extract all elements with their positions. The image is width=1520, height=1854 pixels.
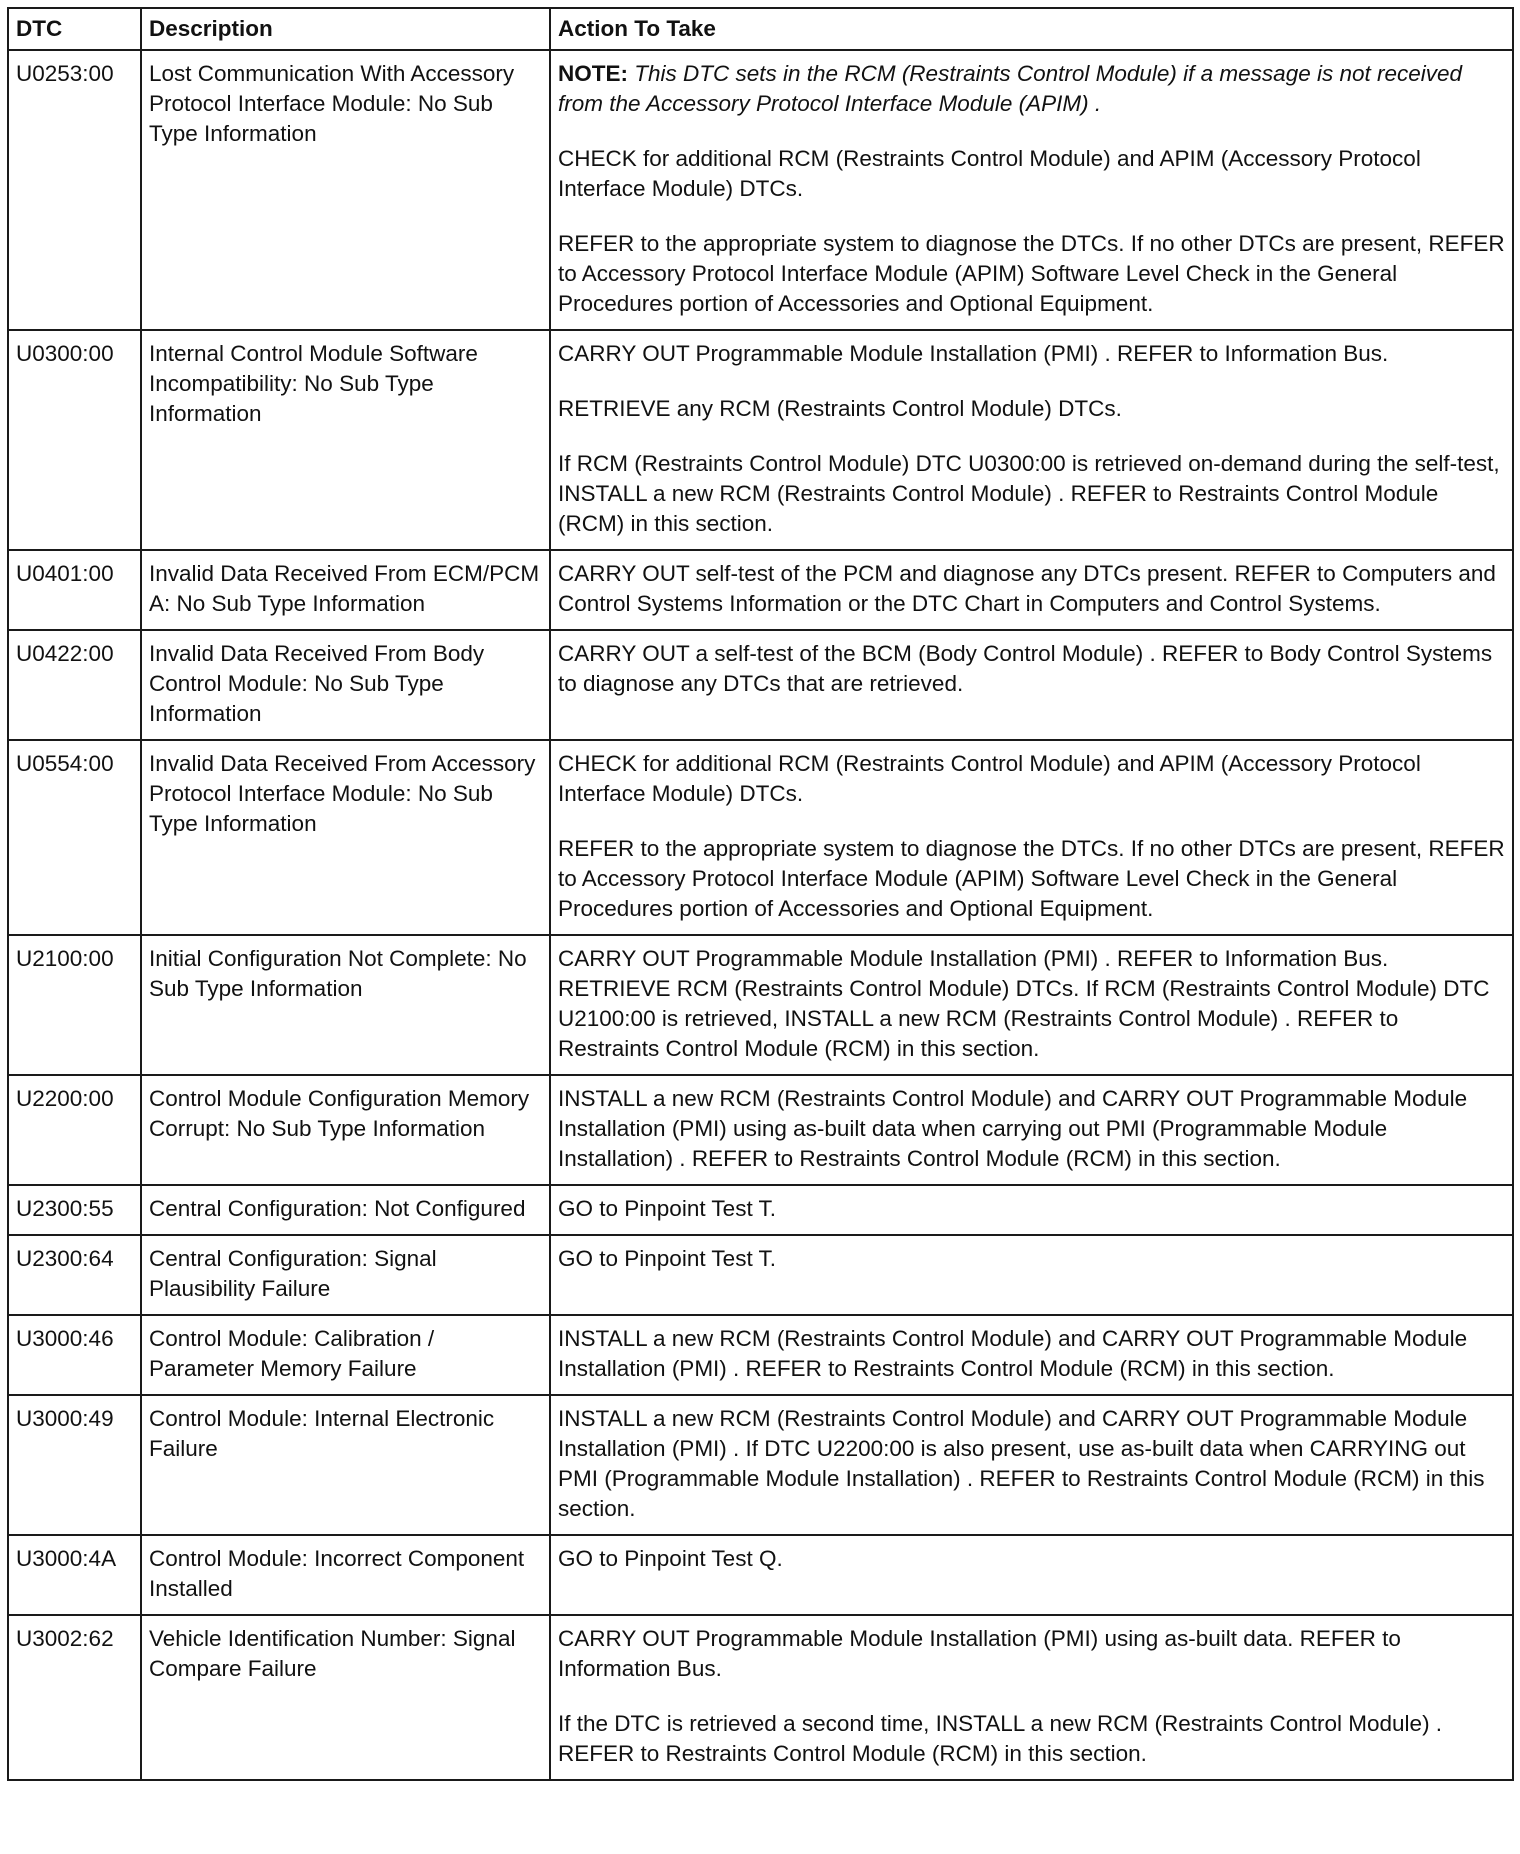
action-paragraph: GO to Pinpoint Test T. (558, 1196, 777, 1221)
action-paragraph: CARRY OUT a self-test of the BCM (Body Control Module) . REFER to Body Control Systems to diagnose any DTCs that are retrieved. (558, 641, 1493, 696)
action-to-take (550, 1535, 1513, 1615)
table-row (8, 1185, 1513, 1235)
dtc-description: Initial Configuration Not Complete: No Sub Type Information (141, 935, 550, 1075)
action-to-take (550, 740, 1513, 935)
table-header-row (8, 8, 1513, 50)
dtc-table (7, 7, 1514, 1781)
table-row (8, 935, 1513, 1075)
dtc-description: Central Configuration: Not Configured (141, 1185, 550, 1235)
action-to-take (550, 1075, 1513, 1185)
table-row (8, 1235, 1513, 1315)
header-action: Action To Take (550, 8, 1513, 50)
table-row (8, 50, 1513, 330)
dtc-code: U2300:64 (8, 1235, 141, 1315)
dtc-code: U3002:62 (8, 1615, 141, 1780)
table-row (8, 1615, 1513, 1780)
action-paragraph: INSTALL a new RCM (Restraints Control Module) and CARRY OUT Programmable Module Installation (PMI) . REFER to Restraints Control Module (RCM) in this section. (558, 1326, 1468, 1381)
dtc-code: U3000:49 (8, 1395, 141, 1535)
action-paragraph: REFER to the appropriate system to diagnose the DTCs. If no other DTCs are present, REFER to Accessory Protocol Interface Module (APIM) Software Level Check in the General Procedures portion of Accessories and Optional Equipment. (558, 231, 1505, 316)
dtc-code: U2200:00 (8, 1075, 141, 1185)
dtc-description: Central Configuration: Signal Plausibility Failure (141, 1235, 550, 1315)
dtc-description: Control Module: Incorrect Component Installed (141, 1535, 550, 1615)
action-to-take (550, 330, 1513, 550)
header-description: Description (141, 8, 550, 50)
dtc-description: Invalid Data Received From Accessory Protocol Interface Module: No Sub Type Information (141, 740, 550, 935)
action-paragraph: CARRY OUT Programmable Module Installation (PMI) . REFER to Information Bus. RETRIEVE RCM (Restraints Control Module) DTCs. If RCM (Restraints Control Module) DTC U2100:00 is retrieved, INSTALL a new RCM (Restraints Control Module) . REFER to Restraints Control Module (RCM) in this section. (558, 946, 1490, 1061)
action-paragraph: GO to Pinpoint Test T. (558, 1246, 777, 1271)
table-row (8, 1075, 1513, 1185)
table-body (8, 50, 1513, 1780)
table-row (8, 1315, 1513, 1395)
table-row (8, 1395, 1513, 1535)
action-to-take (550, 1185, 1513, 1235)
dtc-code: U0401:00 (8, 550, 141, 630)
dtc-description: Vehicle Identification Number: Signal Compare Failure (141, 1615, 550, 1780)
action-to-take (550, 50, 1513, 330)
table-row (8, 550, 1513, 630)
action-paragraph: RETRIEVE any RCM (Restraints Control Module) DTCs. (558, 396, 1122, 421)
dtc-description: Invalid Data Received From Body Control Module: No Sub Type Information (141, 630, 550, 740)
dtc-code: U0422:00 (8, 630, 141, 740)
table-row (8, 1535, 1513, 1615)
dtc-description: Control Module: Calibration / Parameter Memory Failure (141, 1315, 550, 1395)
action-paragraph: If RCM (Restraints Control Module) DTC U0300:00 is retrieved on-demand during the self-test, INSTALL a new RCM (Restraints Control Module) . REFER to Restraints Control Module (RCM) in this section. (558, 451, 1500, 536)
dtc-code: U3000:46 (8, 1315, 141, 1395)
table-row (8, 330, 1513, 550)
note-paragraph (558, 59, 1505, 119)
action-paragraph: CARRY OUT Programmable Module Installation (PMI) using as-built data. REFER to Information Bus. (558, 1626, 1401, 1681)
dtc-code: U0300:00 (8, 330, 141, 550)
action-to-take (550, 1235, 1513, 1315)
action-to-take (550, 630, 1513, 740)
dtc-code: U2300:55 (8, 1185, 141, 1235)
action-paragraph: CHECK for additional RCM (Restraints Control Module) and APIM (Accessory Protocol Interface Module) DTCs. (558, 751, 1421, 806)
action-to-take (550, 1615, 1513, 1780)
note-label: NOTE: (558, 61, 628, 86)
table-row (8, 740, 1513, 935)
table-row (8, 630, 1513, 740)
action-to-take (550, 1315, 1513, 1395)
action-paragraph: GO to Pinpoint Test Q. (558, 1546, 783, 1571)
dtc-description: Control Module Configuration Memory Corrupt: No Sub Type Information (141, 1075, 550, 1185)
action-paragraph: CHECK for additional RCM (Restraints Control Module) and APIM (Accessory Protocol Interface Module) DTCs. (558, 146, 1421, 201)
action-paragraph: CARRY OUT Programmable Module Installation (PMI) . REFER to Information Bus. (558, 341, 1389, 366)
action-paragraph: INSTALL a new RCM (Restraints Control Module) and CARRY OUT Programmable Module Installation (PMI) . If DTC U2200:00 is also present, use as-built data when CARRYING out PMI (Programmable Module Installation) . REFER to Restraints Control Module (RCM) in this section. (558, 1406, 1485, 1521)
dtc-description: Internal Control Module Software Incompatibility: No Sub Type Information (141, 330, 550, 550)
action-paragraph: If the DTC is retrieved a second time, INSTALL a new RCM (Restraints Control Module) . REFER to Restraints Control Module (RCM) in this section. (558, 1711, 1443, 1766)
dtc-code: U2100:00 (8, 935, 141, 1075)
note-text: This DTC sets in the RCM (Restraints Control Module) if a message is not received from the Accessory Protocol Interface Module (APIM) . (558, 61, 1463, 116)
dtc-code: U0253:00 (8, 50, 141, 330)
action-paragraph: REFER to the appropriate system to diagnose the DTCs. If no other DTCs are present, REFER to Accessory Protocol Interface Module (APIM) Software Level Check in the General Procedures portion of Accessories and Optional Equipment. (558, 836, 1505, 921)
dtc-description: Lost Communication With Accessory Protocol Interface Module: No Sub Type Information (141, 50, 550, 330)
action-to-take (550, 1395, 1513, 1535)
dtc-code: U0554:00 (8, 740, 141, 935)
header-dtc: DTC (8, 8, 141, 50)
action-paragraph: INSTALL a new RCM (Restraints Control Module) and CARRY OUT Programmable Module Installation (PMI) using as-built data when carrying out PMI (Programmable Module Installation) . REFER to Restraints Control Module (RCM) in this section. (558, 1086, 1468, 1171)
action-to-take (550, 935, 1513, 1075)
dtc-description: Invalid Data Received From ECM/PCM A: No Sub Type Information (141, 550, 550, 630)
action-to-take (550, 550, 1513, 630)
dtc-code: U3000:4A (8, 1535, 141, 1615)
dtc-description: Control Module: Internal Electronic Failure (141, 1395, 550, 1535)
action-paragraph: CARRY OUT self-test of the PCM and diagnose any DTCs present. REFER to Computers and Control Systems Information or the DTC Chart in Computers and Control Systems. (558, 561, 1496, 616)
